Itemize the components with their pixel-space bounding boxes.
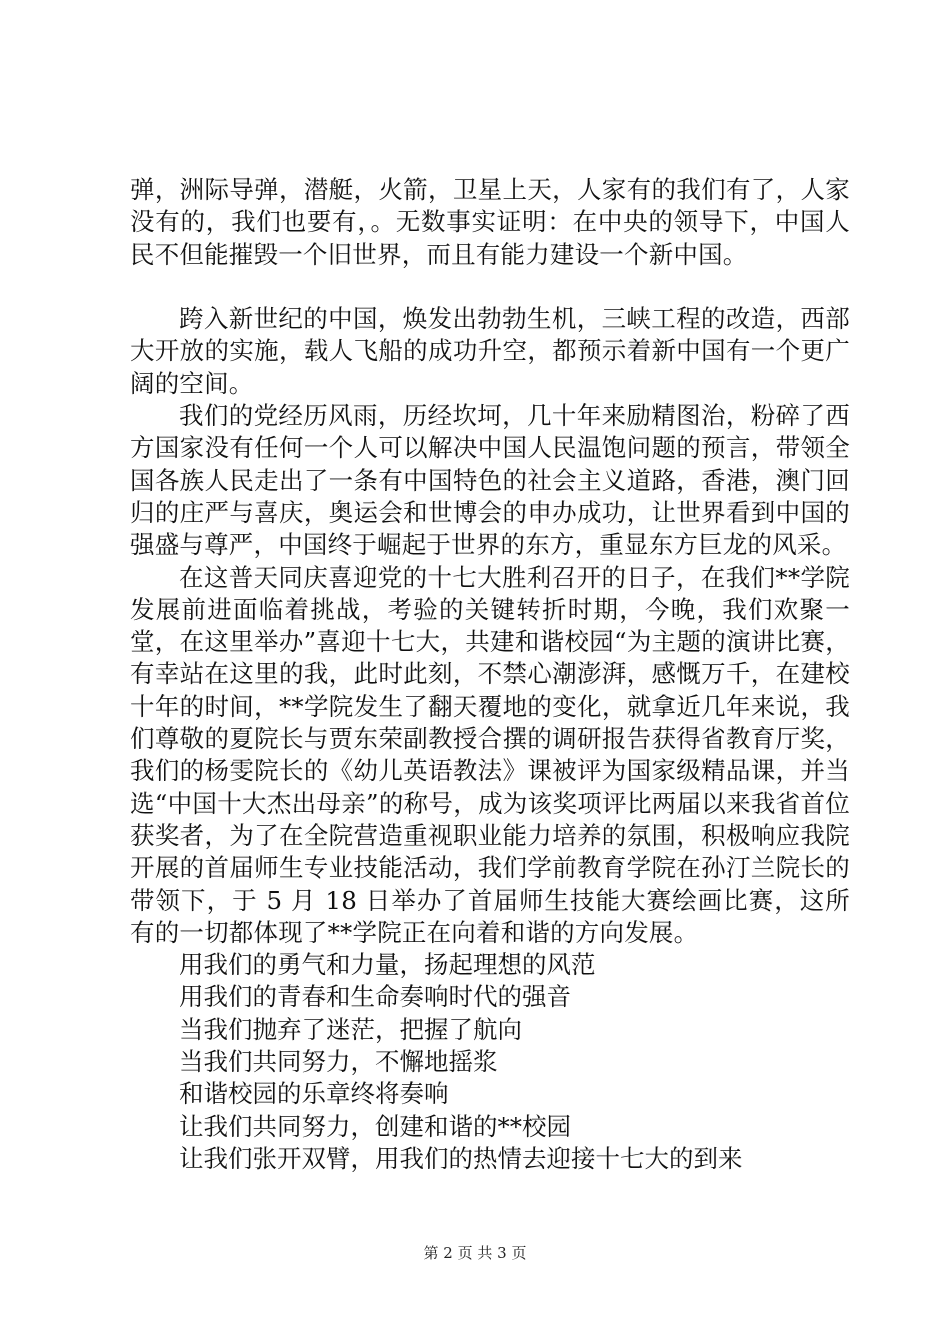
paragraph-new-century: 跨入新世纪的中国，焕发出勃勃生机，三峡工程的改造，西部大开放的实施，载人飞船的成功升空，都预示着新中国有一个更广阔的空间。 <box>130 304 850 398</box>
verse-line: 当我们抛弃了迷茫，把握了航向 <box>179 1014 522 1044</box>
page-number-footer: 第 2 页 共 3 页 <box>423 1244 527 1262</box>
verse-line: 让我们共同努力，创建和谐的**校园 <box>179 1111 571 1141</box>
paragraph-continuation: 弹，洲际导弹，潜艇，火箭，卫星上天，人家有的我们有了，人家没有的，我们也要有，。无数事实证明：在中央的领导下，中国人民不但能摧毁一个旧世界，而且有能力建设一个新中国。 <box>130 175 850 269</box>
verse-line: 用我们的勇气和力量，扬起理想的风范 <box>179 950 596 980</box>
verse-line: 当我们共同努力，不懈地摇浆 <box>179 1047 498 1077</box>
verse-line: 用我们的青春和生命奏响时代的强音 <box>179 982 571 1012</box>
verse-line: 让我们张开双臂，用我们的热情去迎接十七大的到来 <box>179 1143 743 1173</box>
verse-block <box>130 949 850 1175</box>
document-body <box>130 174 850 1175</box>
paragraph-speech-contest: 在这普天同庆喜迎党的十七大胜利召开的日子，在我们**学院发展前进面临着挑战，考验的关键转折时期，今晚，我们欢聚一堂，在这里举办”喜迎十七大，共建和谐校园“为主题的演讲比赛，有幸站在这里的我，此时此刻，不禁心潮澎湃，感慨万千，在建校十年的时间，**学院发生了翻天覆地的变化，就拿近几年来说，我们尊敬的夏院长与贾东荣副教授合撰的调研报告获得省教育厅奖，我们的杨雯院长的《幼儿英语教法》课被评为国家级精品课，并当选“中国十大杰出母亲”的称号，成为该奖项评比两届以来我省首位获奖者，为了在全院营造重视职业能力培养的氛围，积极响应我院开展的首届师生专业技能活动，我们学前教育学院在孙汀兰院长的带领下，于 5 月 18 日举办了首届师生技能大赛绘画比赛，这所有的一切都体现了**学院正在向着和谐的方向发展。 <box>130 562 850 947</box>
verse-line: 和谐校园的乐章终将奏响 <box>179 1079 449 1109</box>
paragraph-party-history: 我们的党经历风雨，历经坎坷，几十年来励精图治，粉碎了西方国家没有任何一个人可以解决中国人民温饱问题的预言，带领全国各族人民走出了一条有中国特色的社会主义道路，香港，澳门回归的庄严与喜庆，奥运会和世博会的申办成功，让世界看到中国的强盛与尊严，中国终于崛起于世界的东方，重显东方巨龙的风采。 <box>130 401 850 560</box>
